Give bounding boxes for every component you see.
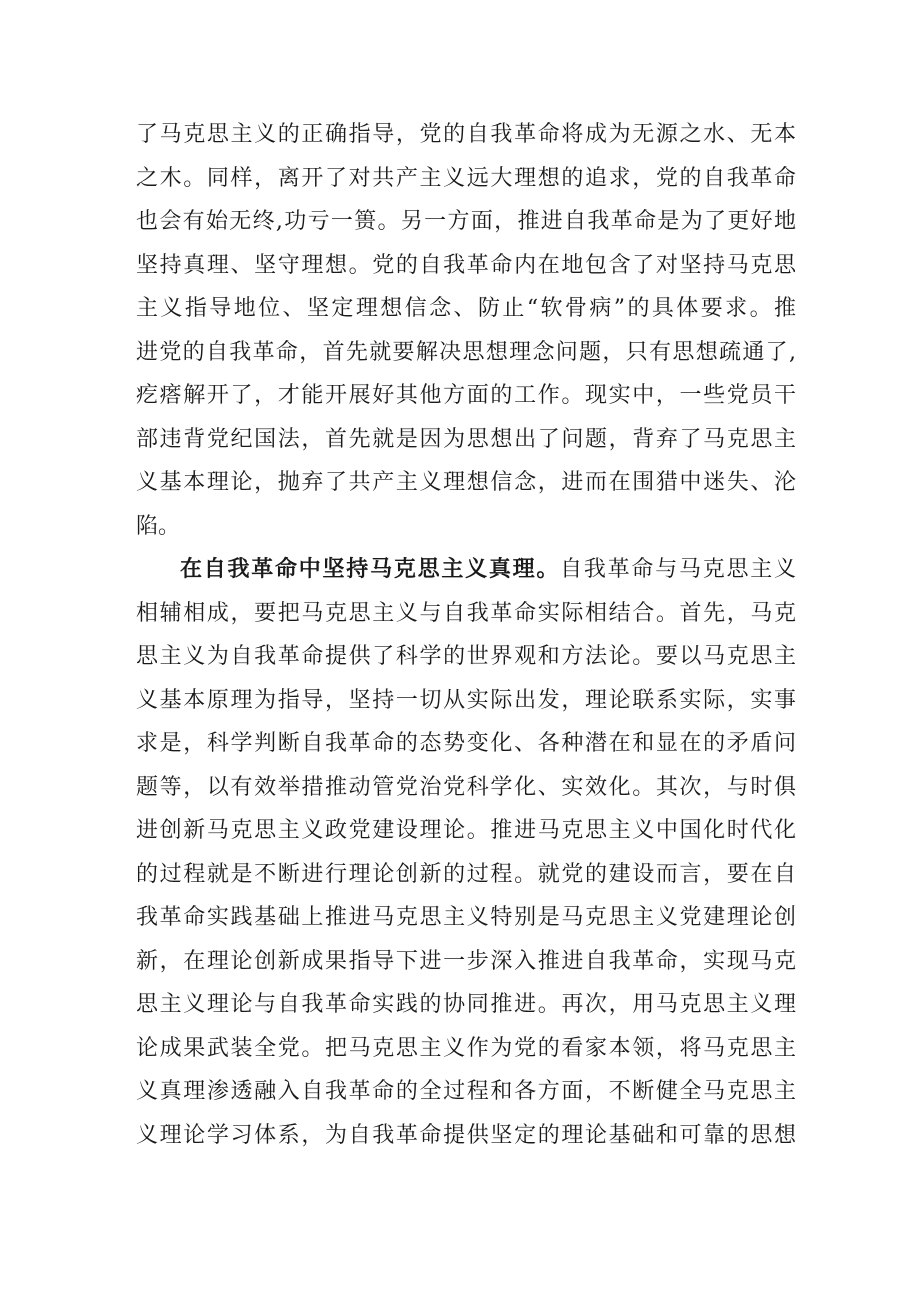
text-line: 义基本原理为指导，坚持一切从实际出发，理论联系实际，实事 (136, 687, 796, 713)
text-line: 新，在理论创新成果指导下进一步深入推进自我革命，实现马克 (136, 948, 796, 974)
text-line: 疙瘩解开了，才能开展好其他方面的工作。现实中，一些党员干 (136, 383, 796, 408)
paragraph-2 (136, 548, 796, 1157)
text-line: 主义指导地位、坚定理想信念、防止“软骨病”的具体要求。推 (136, 296, 796, 321)
section-heading: 在自我革命中坚持马克思主义真理。 (180, 557, 561, 582)
text-line: 思主义理论与自我革命实践的协同推进。再次，用马克思主义理 (136, 992, 796, 1017)
text-line: 义基本理论，抛弃了共产主义理想信念，进而在围猎中迷失、沦 (136, 470, 796, 495)
text-line: 进党的自我革命，首先就要解决思想理念问题，只有思想疏通了, (136, 339, 796, 365)
text-line: 部违背党纪国法，首先就是因为思想出了问题，背弃了马克思主 (136, 426, 796, 452)
text-line: 进创新马克思主义政党建设理论。推进马克思主义中国化时代化 (136, 818, 796, 843)
text-span: 自我革命与马克思主义 (560, 557, 796, 582)
paragraph-first-line (136, 548, 796, 592)
text-line: 求是，科学判断自我革命的态势变化、各种潜在和显在的矛盾问 (136, 731, 796, 756)
text-line: 思主义为自我革命提供了科学的世界观和方法论。要以马克思主 (136, 644, 796, 669)
text-line: 陷。 (136, 513, 181, 539)
text-line: 了马克思主义的正确指导，党的自我革命将成为无源之水、无本 (136, 122, 796, 147)
text-line: 我革命实践基础上推进马克思主义特别是马克思主义党建理论创 (136, 905, 796, 930)
text-line: 义理论学习体系，为自我革命提供坚定的理论基础和可靠的思想 (136, 1122, 796, 1148)
text-line: 论成果武装全党。把马克思主义作为党的看家本领，将马克思主 (136, 1035, 796, 1061)
paragraph-1 (136, 113, 796, 548)
text-line: 义真理渗透融入自我革命的全过程和各方面，不断健全马克思主 (136, 1079, 796, 1104)
text-line: 也会有始无终,功亏一篑。另一方面，推进自我革命是为了更好地 (136, 209, 796, 234)
text-line: 相辅相成，要把马克思主义与自我革命实际相结合。首先，马克 (136, 600, 796, 626)
body-text (136, 113, 796, 1157)
text-line: 题等，以有效举措推动管党治党科学化、实效化。其次，与时俱 (136, 774, 796, 800)
text-line: 之木。同样，离开了对共产主义远大理想的追求，党的自我革命 (136, 165, 796, 191)
text-line: 的过程就是不断进行理论创新的过程。就党的建设而言，要在自 (136, 861, 796, 887)
text-line: 坚持真理、坚守理想。党的自我革命内在地包含了对坚持马克思 (136, 252, 796, 278)
